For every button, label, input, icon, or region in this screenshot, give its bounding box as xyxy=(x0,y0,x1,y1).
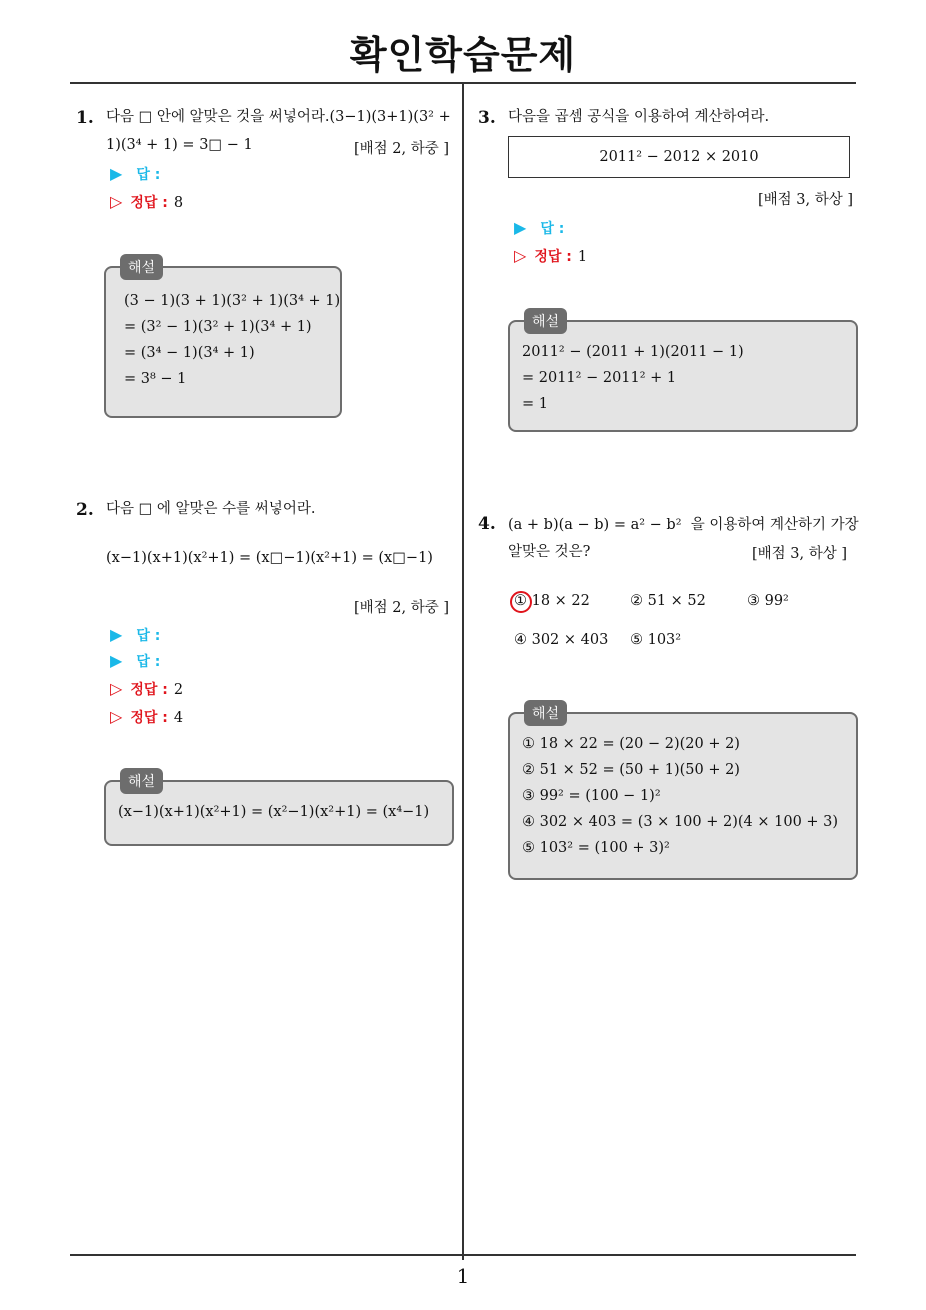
q4-number: 4. xyxy=(478,514,496,534)
q2-equation: (x−1)(x+1)(x²+1) = (x□−1)(x²+1) = (x□−1) xyxy=(106,550,433,566)
q1-explanation-box xyxy=(104,260,342,418)
page-title: 확인학습문제 xyxy=(349,33,577,77)
answer-label: 답 : xyxy=(136,628,161,644)
q1-score-meta: [배점 2, 하중 ] xyxy=(354,141,450,157)
q4-stem-line2: 알맞은 것은? xyxy=(508,544,591,560)
q1-number: 1. xyxy=(76,108,94,128)
q4-stem-math: (a + b)(a − b) = a² − b² xyxy=(508,517,682,533)
bottom-rule xyxy=(70,1254,856,1256)
q2-correct-value-2: 4 xyxy=(173,710,184,726)
answer-arrow-icon: ▶ xyxy=(110,625,123,644)
q1-stem-text: 다음 □ 안에 알맞은 것을 써넣어라. xyxy=(106,109,330,125)
q3-explain-line: = 2011² − 2011² + 1 xyxy=(522,370,677,386)
q4-stem-text: 을 이용하여 계산하기 가장 xyxy=(690,517,859,533)
q4-score-meta: [배점 3, 하상 ] xyxy=(752,546,848,562)
q2-answer-row-1 xyxy=(110,625,160,645)
q4-explain-line: ④ 302 × 403 = (3 × 100 + 2)(4 × 100 + 3) xyxy=(522,814,839,830)
q2-number: 2. xyxy=(76,500,94,520)
q3-answer-row xyxy=(514,218,564,238)
correct-arrow-icon: ▷ xyxy=(514,246,527,265)
q3-correct-value: 1 xyxy=(577,249,588,265)
q3-explain-line: 2011² − (2011 + 1)(2011 − 1) xyxy=(522,344,744,360)
q2-correct-value-1: 2 xyxy=(173,682,184,698)
q3-number: 3. xyxy=(478,108,496,128)
q4-explain-line: ② 51 × 52 = (50 + 1)(50 + 2) xyxy=(522,762,740,778)
q2-explanation-box xyxy=(104,774,454,846)
answer-arrow-icon: ▶ xyxy=(110,651,123,670)
q3-score-meta: [배점 3, 하상 ] xyxy=(758,192,854,208)
q3-correct-row xyxy=(514,246,587,266)
correct-arrow-icon: ▷ xyxy=(110,679,123,698)
answer-label: 답 : xyxy=(136,167,161,183)
page-number: 1 xyxy=(456,1264,470,1288)
q4-explain-line: ③ 99² = (100 − 1)² xyxy=(522,788,661,804)
q2-correct-row-2 xyxy=(110,707,183,727)
q3-explain-line: = 1 xyxy=(522,396,548,412)
q1-explain-line: = 3⁸ − 1 xyxy=(124,371,187,387)
q2-score-meta: [배점 2, 하중 ] xyxy=(354,600,450,616)
q2-explain-line: (x−1)(x+1)(x²+1) = (x²−1)(x²+1) = (x⁴−1) xyxy=(118,804,430,820)
answer-label: 답 : xyxy=(136,654,161,670)
column-divider xyxy=(462,84,464,1260)
q4-choice-4[interactable]: ④ 302 × 403 xyxy=(514,632,609,648)
answer-arrow-icon: ▶ xyxy=(514,218,527,237)
correct-label: 정답 : xyxy=(130,682,168,698)
explanation-tag: 해설 xyxy=(120,254,163,280)
q4-choice-5[interactable]: ⑤ 103² xyxy=(630,632,682,648)
q4-explanation-box xyxy=(508,706,858,880)
q3-stem: 다음을 곱셈 공식을 이용하여 계산하여라. xyxy=(508,109,770,125)
explanation-tag: 해설 xyxy=(524,700,567,726)
q1-explain-line: = (3⁴ − 1)(3⁴ + 1) xyxy=(124,345,255,361)
q3-explanation-box xyxy=(508,314,858,432)
q2-answer-row-2 xyxy=(110,651,160,671)
q1-correct-value: 8 xyxy=(173,195,184,211)
answer-arrow-icon: ▶ xyxy=(110,164,123,183)
q1-answer-row xyxy=(110,164,160,184)
q4-choice-2[interactable]: ② 51 × 52 xyxy=(630,593,706,609)
explanation-tag: 해설 xyxy=(120,768,163,794)
q4-explain-line: ⑤ 103² = (100 + 3)² xyxy=(522,840,670,856)
correct-arrow-icon: ▷ xyxy=(110,192,123,211)
explanation-tag: 해설 xyxy=(524,308,567,334)
q1-correct-row xyxy=(110,192,183,212)
q4-choice-3[interactable]: ③ 99² xyxy=(747,593,789,609)
q2-stem: 다음 □ 에 알맞은 수를 써넣어라. xyxy=(106,501,316,517)
q1-stem-line1 xyxy=(106,104,451,130)
q2-correct-row-1 xyxy=(110,679,183,699)
q1-explain-line: (3 − 1)(3 + 1)(3² + 1)(3⁴ + 1) xyxy=(124,293,341,309)
q4-explain-line: ① 18 × 22 = (20 − 2)(20 + 2) xyxy=(522,736,740,752)
correct-label: 정답 : xyxy=(130,195,168,211)
q4-stem-line1 xyxy=(508,512,859,538)
q3-expression-box: 2011² − 2012 × 2010 xyxy=(508,136,850,178)
correct-label: 정답 : xyxy=(534,249,572,265)
q1-explain-line: = (3² − 1)(3² + 1)(3⁴ + 1) xyxy=(124,319,312,335)
q1-stem-line2: 1)(3⁴ + 1) = 3□ − 1 xyxy=(106,137,253,153)
q4-choice-1[interactable]: ① 18 × 22 xyxy=(514,593,590,609)
correct-label: 정답 : xyxy=(130,710,168,726)
answer-label: 답 : xyxy=(540,221,565,237)
q1-stem-math: (3−1)(3+1)(3² + xyxy=(329,109,451,125)
correct-arrow-icon: ▷ xyxy=(110,707,123,726)
